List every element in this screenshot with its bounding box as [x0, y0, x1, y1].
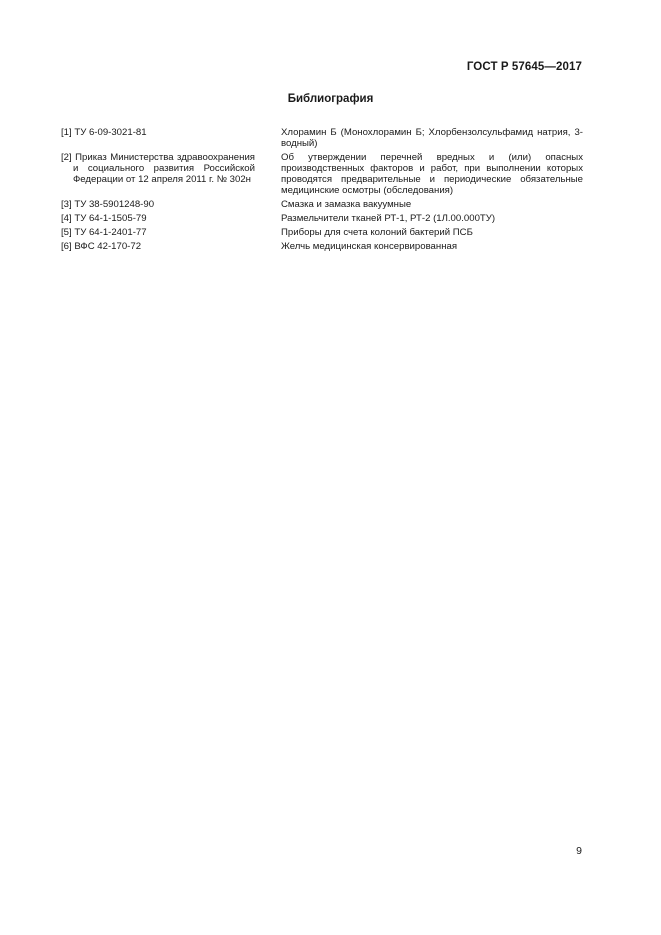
bibliography-entry [61, 227, 583, 238]
bibliography-entry [61, 213, 583, 224]
bibliography-entry [61, 241, 583, 252]
bibliography-description: Об утверждении перечней вредных и (или) опасных производственных факторов и работ, при выполнении которых проводятся предварительные и периодические обязательные медицинские осмотры (обследования) [281, 152, 583, 196]
bibliography-description: Размельчители тканей РТ-1, РТ-2 (1Л.00.000ТУ) [281, 213, 496, 224]
bibliography-description: Приборы для счета колоний бактерий ПСБ [281, 227, 473, 238]
bibliography-reference: [1] ТУ 6-09-3021-81 [61, 127, 147, 138]
bibliography-description: Желчь медицинская консервированная [281, 241, 458, 252]
bibliography-reference: [5] ТУ 64-1-2401-77 [61, 227, 147, 238]
bibliography-description: Хлорамин Б (Монохлорамин Б; Хлорбензолсульфамид натрия, 3-водный) [281, 127, 583, 149]
bibliography-reference: [3] ТУ 38-5901248-90 [61, 199, 155, 210]
bibliography-entry [61, 152, 583, 196]
page-number: 9 [576, 845, 582, 857]
document-code: ГОСТ Р 57645—2017 [466, 61, 582, 73]
bibliography-list [61, 127, 583, 255]
section-title: Библиография [287, 93, 374, 105]
bibliography-reference: [2] Приказ Министерства здравоохранения и социального развития Российской Федерации от 12 апреля 2011 г. № 302н [61, 152, 255, 185]
bibliography-entry [61, 199, 583, 210]
bibliography-reference: [6] ВФС 42-170-72 [61, 241, 142, 252]
bibliography-description: Смазка и замазка вакуумные [281, 199, 412, 210]
bibliography-entry [61, 127, 583, 149]
bibliography-reference: [4] ТУ 64-1-1505-79 [61, 213, 147, 224]
